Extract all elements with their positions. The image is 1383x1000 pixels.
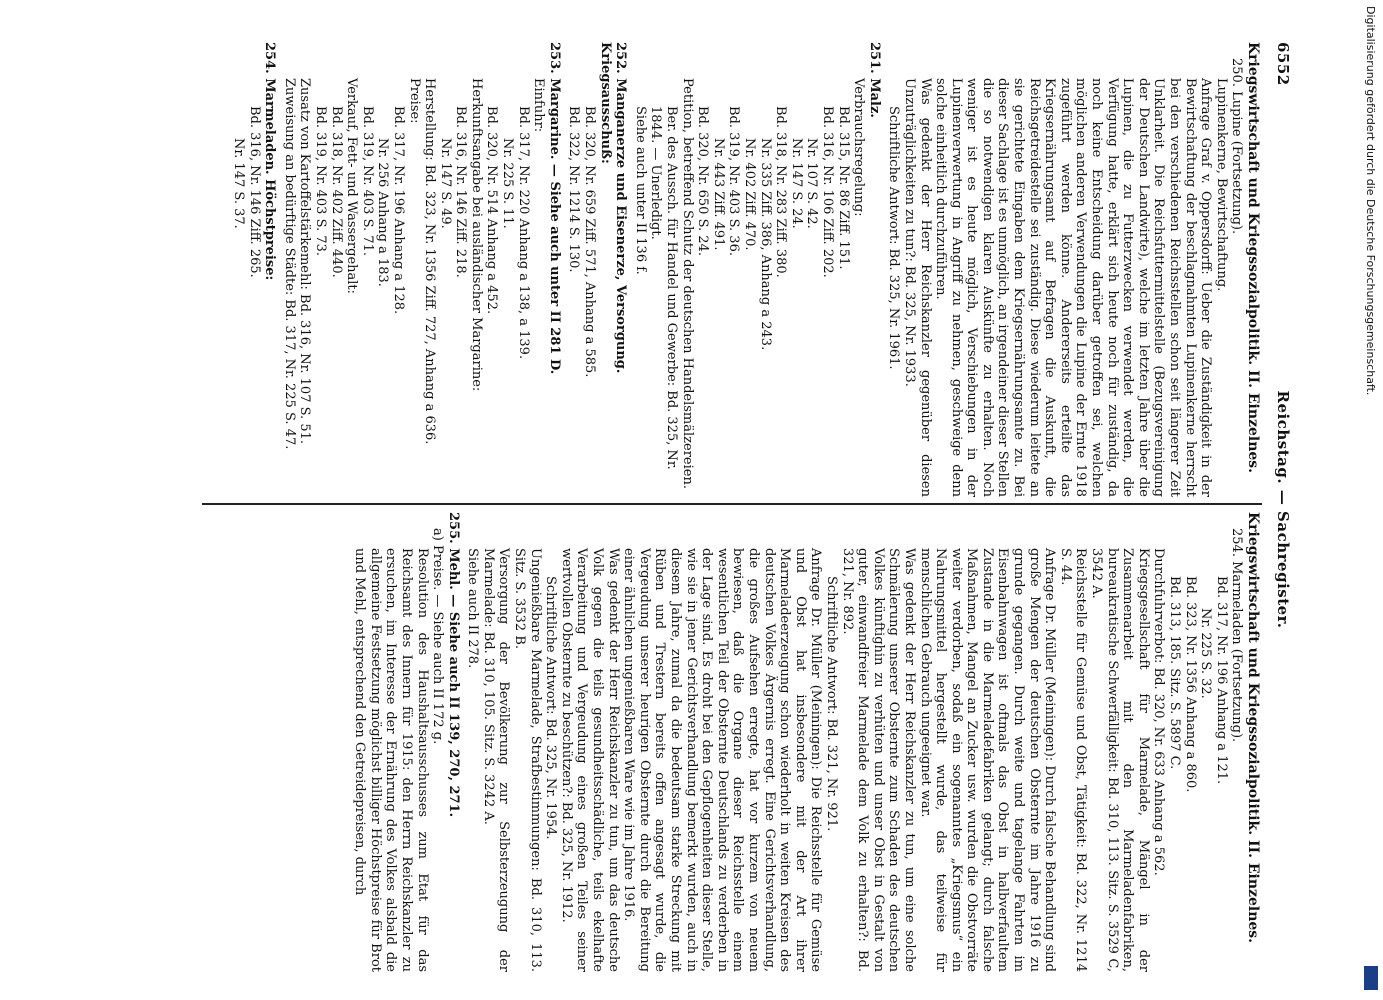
index-entry: Zusatz von Kartoffelstärkemehl: Bd. 316, Nr. 107 S. 51.	[297, 78, 313, 444]
index-entry: Schriftliche Antwort: Bd. 321, Nr. 921.	[823, 576, 839, 832]
index-entry: Durchfuhrverbot: Bd. 320, Nr. 633 Anhang a 562.	[1151, 548, 1167, 876]
index-entry: Was gedenkt der Herr Reichskanzler gegenüber diesen Unzuträglichkeiten zu tun?: Bd. 325, Nr. 1933.	[901, 78, 933, 497]
index-entry: 250. Lupine (Fortsetzung).	[1229, 58, 1245, 235]
index-entry: Bd. 322, Nr. 1214 S. 130.	[566, 106, 582, 273]
index-entry: Bd. 320, Nr. 514 Anhang a 452.	[484, 106, 500, 315]
index-entry: Bd. 320, Nr. 659 Ziff. 571, Anhang a 585.	[582, 106, 598, 378]
index-entry: Preise:	[406, 78, 422, 124]
index-entry: Siehe auch II 278.	[465, 548, 481, 669]
index-entry: Nr. 443 Ziff. 491.	[710, 138, 726, 251]
dfg-logo	[1364, 966, 1378, 990]
right-column	[352, 512, 1260, 972]
index-entry: Bd. 316, Nr. 106 Ziff. 202.	[819, 106, 835, 278]
index-entry: Schriftliche Antwort: Bd. 325, Nr. 1954.	[543, 576, 559, 840]
index-entry: 252. Manganerze und Eisenerze, Versorgung. Kriegsausschuß:	[597, 42, 629, 374]
index-entry: Verbrauchsregelung:	[851, 78, 867, 217]
index-entry: Bd. 316, Nr. 146 Ziff. 218.	[453, 106, 469, 278]
index-entry: Zuweisung an bedürftige Städte: Bd. 317, Nr. 225 S. 47.	[281, 78, 297, 450]
index-entry: Ungenießbare Marmelade, Strafbestimmungen: Bd. 310, 113. Sitz. S. 3532 B.	[512, 548, 543, 972]
index-entry: a) Preise. — Siehe auch II 172 g.	[430, 528, 446, 745]
index-entry: Reichsstelle für Gemüse und Obst, Tätigkeit: Bd. 322, Nr. 1214 S. 44.	[1057, 548, 1089, 972]
left-column	[230, 42, 1260, 497]
index-entry: Bd. 317, Nr. 196 Anhang a 128.	[390, 106, 406, 315]
index-entry: Bd. 323, Nr. 1356 Anhang a 860.	[1182, 576, 1198, 793]
index-entry: Bd. 318, Nr. 402 Ziff. 440.	[328, 106, 344, 278]
index-entry: Nr. 335 Ziff. 386, Anhang a 243.	[757, 138, 773, 351]
index-entry: Versorgung der Bevölkerung zur Selbsterzeugung der Marmelade: Bd. 310, 105. Sitz. S. 3242 A.	[480, 548, 512, 972]
index-entry: 254. Marmeladen. Höchstpreise:	[262, 42, 278, 281]
index-entry: 251. Malz.	[866, 42, 882, 118]
index-entry: Einfuhr:	[531, 78, 547, 133]
index-entry: Bd. 316, Nr. 146 Ziff. 265.	[246, 106, 262, 278]
index-entry: Bd. 319, Nr. 403 S. 36.	[726, 106, 742, 256]
index-entry: Anfrage Dr. Müller (Meiningen): Durch falsche Behandlung sind große Mengen der deutschen Obsternte im Jahre 1916 zu grunde gegangen. Durch weite und tagelange Fahrten im Eisenbahnwagen ist oftmals das Obst in halbverfaultem Zustande in die Marmeladefabriken gelangt; durch falsche Maßnahmen, Mangel an Zucker usw. wurden die Obstvorräte weiter verdorben, sodaß ein sogenanntes „Kriegsmus“ ein Nahrungsmittel hergestellt wurde, das teilweise für menschlichen Gebrauch ungeeignet war.	[917, 548, 1058, 972]
index-entry: Bd. 319, Nr. 403 S. 73.	[312, 106, 328, 256]
index-entry: Was gedenkt der Herr Reichskanzler zu tun, um eine solche Schmälerung unserer Obsternte zum Schaden des deutschen Volkes künftighin zu verhüten und unser Obst in Gestalt von guter, einwandfreier Marmelade dem Volk zu erhalten?: Bd. 321, Nr. 892.	[839, 548, 917, 972]
index-entry: Anfrage Dr. Müller (Meiningen): Die Reichsstelle für Gemüse und Obst hat insbesondere mit der Art ihrer Marmeladeerzeugung schon wiederholt in weiten Kreisen des deutschen Volkes Ärgernis erregt. Eine Gerichtsverhandlung, die großes Aufsehen erregte, hat vor kurzem von neuem bewiesen, daß die Organe dieser Reichsstelle einem wesentlichen Teil der Obsternte Deutschlands zu verderben in der Lage sind. Es droht bei den Gepflogenheiten dieser Stelle, wie sie in jener Gerichtsverhandlung bemerkt wurden, auch in diesem Jahre, zumal da die bedeutsam starke Streckung mit Rüben und Trestern bereits offen angesagt wurde, die Vergeudung unserer heurigen Obsternte durch die Bereitung einer ähnlichen ungenießbaren Ware wie im Jahre 1916.	[621, 548, 824, 972]
index-entry: Kriegswirtschaft und Kriegssozialpolitik. II. Einzelnes.	[1245, 42, 1261, 474]
index-entry: Kriegswirtschaft und Kriegssozialpolitik. II. Einzelnes.	[1245, 512, 1261, 944]
index-entry: Nr. 225 S. 32.	[1198, 608, 1214, 699]
index-entry: Schriftliche Antwort: Bd. 325, Nr. 1961.	[886, 106, 902, 370]
index-entry: Herstellung: Bd. 323, Nr. 1356 Ziff. 727, Anhang a 636.	[422, 78, 438, 445]
index-entry: Verkauf, Fett- und Wassergehalt:	[344, 78, 360, 295]
page-number: 6552	[1274, 42, 1292, 86]
index-entry: Nr. 107 S. 42.	[804, 138, 820, 229]
index-entry: Lupinenkerne, Bewirtschaftung.	[1213, 78, 1229, 292]
index-entry: Nr. 147 S. 37.	[231, 138, 246, 229]
index-entry: Bd. 320, Nr. 650 S. 24.	[695, 106, 711, 256]
index-entry: Nr. 402 Ziff. 470.	[742, 138, 757, 251]
side-margin	[1357, 0, 1383, 1000]
index-entry: 253. Margarine. — Siehe auch unter II 281 D.	[546, 42, 562, 375]
page-header	[1264, 42, 1294, 977]
column-divider	[202, 503, 1262, 505]
index-entry: Bd. 317, Nr. 220 Anhang a 138, a 139.	[515, 106, 531, 360]
index-entry: 254. Marmeladen (Fortsetzung).	[1229, 528, 1245, 743]
index-entry: Herkunftsangabe bei ausländischer Margarine:	[468, 78, 484, 392]
index-entry: Ber. des Aussch. für Handel und Gewerbe: Bd. 325, Nr. 1844. — Unerledigt.	[648, 106, 680, 470]
index-entry: Was gedenkt der Herr Reichskanzler zu tun, um das deutsche Volk gegen die teils gesundheitsschädliche, teils ekelhafte Verarbeitung und Vergeudung eines großen Teiles seiner wertvollen Obsternte zu beschützen?: Bd. 325, Nr. 1912.	[558, 548, 621, 972]
index-entry: Siehe auch unter II 136 f.	[632, 106, 648, 275]
running-title: Reichstag. — Sachregister.	[1274, 390, 1292, 629]
index-entry: Resolution des Haushaltsausschusses zum Etat für das Reichsamt des Innern für 1915: den Herrn Reichskanzler zu ersuchen, im Interesse der Ernährung des Volkes alsbald die allgemeine Festsetzung möglichst billiger Höchstpreise für Brot und Mehl, entsprechend den Getreidepreisen, durch	[352, 548, 430, 972]
index-entry: Petition, betreffend Schutz der deutschen Handelsmälzereien.	[679, 78, 695, 489]
index-entry: Bd. 313, 185. Sitz. S. 5897 C.	[1167, 576, 1183, 770]
index-entry: Nr. 147 S. 24.	[788, 138, 804, 229]
index-entry: Bd. 319, Nr. 403 S. 71.	[359, 106, 375, 256]
index-entry: Nr. 256 Anhang a 183.	[375, 138, 391, 287]
index-entry: Bd. 317, Nr. 196 Anhang a 121.	[1213, 576, 1229, 785]
index-entry: Nr. 147 S. 49.	[437, 138, 453, 229]
index-entry: Kriegsgesellschaft für Marmelade, Mängel in der Zusammenarbeit mit den Marmeladenfabriken, bureaukratische Schwerfälligkeit: Bd. 310, 113. Sitz. S. 3529 C, 3542 A.	[1089, 548, 1151, 972]
index-entry: Anfrage Graf v. Oppersdorff: Ueber die Zuständigkeit in der Bewirtschaftung der beschlagnahmten Lupinenkerne herrscht bei den verschiedenen Reichsstellen schon seit längerer Zeit Unklarheit. Die Reichsfuttermittelstelle (Bezugsvereinigung der Deutschen Landwirte), welche im letzten Jahre über die Lupinen, die zu Futterzwecken verwendet werden, die Verfügung hatte, erklärt sich heute noch für zuständig, da noch keine Entscheidung darüber getroffen sei, welchen möglichen anderen Verwendungen die Lupine der Ernte 1918 zugeführt werden könne. Andererseits erteilte das Kriegsernährungsamt auf Befragen die Auskunft, die Reichsgetreidestelle sei zuständig. Diese wiederum leitete an sie gerichtete Eingaben dem Kriegsernährungsamte zu. Bei dieser Sachlage ist es unmöglich, an irgendeiner dieser Stellen die so notwendigen klaren Auskünfte zu erhalten. Noch weniger ist es heute möglich, Verschiebungen in der Lupinenverwertung in Angriff zu nehmen, geschweige denn solche einheitlich durchzuführen.	[933, 78, 1214, 497]
index-entry: 255. Mehl. — Siehe auch II 139, 270, 271.	[445, 512, 461, 818]
index-entry: Bd. 318, Nr. 283 Ziff. 380.	[773, 106, 789, 278]
digitization-note: Digitalisierung gefördert durch die Deutsche Forschungsgemeinschaft.	[1364, 6, 1377, 396]
index-entry: Nr. 225 S. 11.	[500, 138, 516, 229]
index-entry: Bd. 315, Nr. 86 Ziff. 151.	[835, 106, 851, 270]
